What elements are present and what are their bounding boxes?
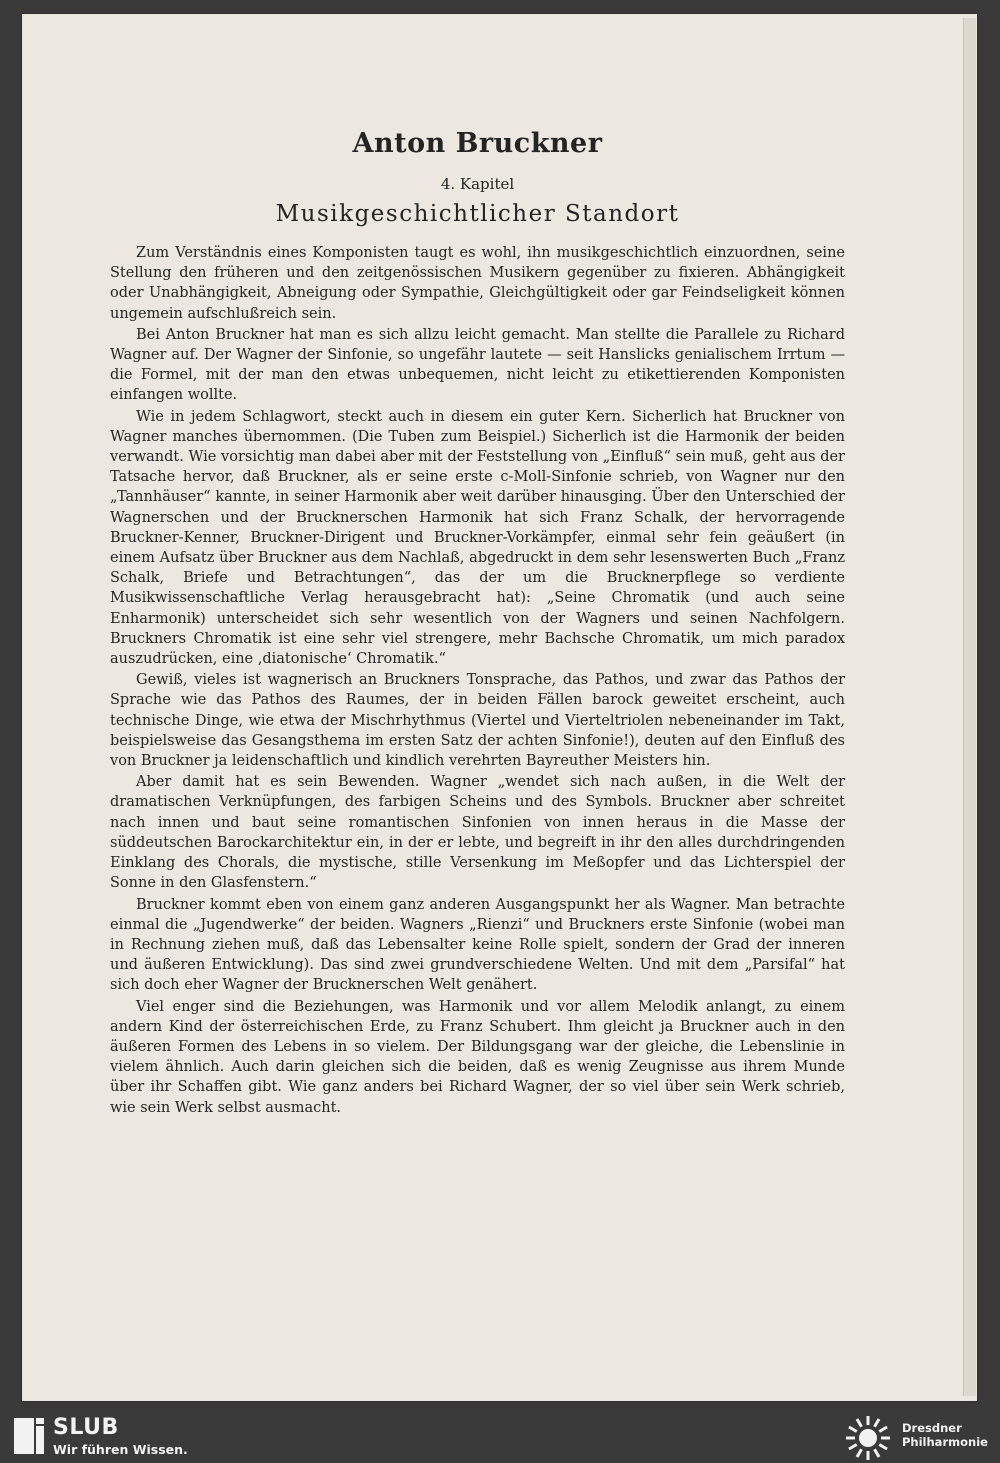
footer-bar <box>0 1412 1000 1463</box>
paragraph: Bei Anton Bruckner hat man es sich allzu leicht gemacht. Man stellte die Parallele zu Richard Wagner auf. Der Wagner der Sinfonie, so ungefähr lautete — seit Hanslicks genialischem Irrtum — die Formel, mit der man den etwas unbequemen, nicht leicht zu etikettierenden Komponisten einfangen wollte. <box>110 326 845 404</box>
chapter-label: 4. Kapitel <box>440 175 515 193</box>
philharmonie-logo-icon[interactable] <box>842 1414 894 1462</box>
paragraph: Zum Verständnis eines Komponisten taugt es wohl, ihn musikgeschichtlich einzuordnen, seine Stellung den früheren und den zeitgenössischen Musikern gegenüber zu fixieren. Abhängigkeit oder Unabhängigkeit, Abneigung oder Sympathie, Gleichgültigkeit oder gar Feindseligkeit können ungemein aufschlußreich sein. <box>110 245 845 322</box>
paragraph: Aber damit hat es sein Bewenden. Wagner „wendet sich nach außen, in die Welt der dramatischen Verknüpfungen, des farbigen Scheins und des Symbols. Bruckner aber schreitet nach innen und baut seine romantischen Sinfonien von innen heraus in die Masse der süddeutschen Barockarchitektur ein, in der er lebte, und begreift in ihr den alles durchdringenden Einklang des Chorals, die mystische, stille Versenkung im Meßopfer und das Lichterspiel der Sonne in den Glasfenstern.“ <box>110 774 845 892</box>
document-body <box>110 120 845 1119</box>
partner-name-line2: Philharmonie <box>902 1435 988 1449</box>
document-title: Anton Bruckner <box>352 128 603 159</box>
partner-name-line1: Dresdner <box>902 1421 962 1435</box>
paragraph: Viel enger sind die Beziehungen, was Harmonik und vor allem Melodik anlangt, zu einem andern Kind der österreichischen Erde, zu Franz Schubert. Ihm gleicht ja Bruckner auch in den äußeren Formen des Lebens in so vielem. Der Bildungsgang war der gleiche, die Lebenslinie in vielem ähnlich. Auch darin gleichen sich die beiden, daß es wenig Zeugnisse aus ihrem Munde über ihr Schaffen gibt. Wie ganz anders bei Richard Wagner, der so viel über sein Werk schrieb, wie sein Werk selbst ausmacht. <box>110 998 845 1116</box>
slub-logo-icon[interactable] <box>14 1418 44 1454</box>
partner-name[interactable] <box>902 1421 988 1449</box>
paragraph: Wie in jedem Schlagwort, steckt auch in diesem ein guter Kern. Sicherlich hat Bruckner von Wagner manches übernommen. (Die Tuben zum Beispiel.) Sicherlich ist die Harmonik der beiden verwandt. Wie vorsichtig man dabei aber mit der Feststellung von „Einfluß“ sein muß, geht aus der Tatsache hervor, daß Bruckner, als er seine erste c-Moll-Sinfonie schrieb, von Wagner nur den „Tannhäuser“ kannte, in seiner Harmonik aber weit darüber hinausging. Über den Unterschied der Wagnerschen und der Brucknerschen Harmonik hat sich Franz Schalk, der hervorragende Bruckner-Kenner, Bruckner-Dirigent und Bruckner-Vorkämpfer, einmal sehr fein geäußert (in einem Aufsatz über Bruckner aus dem Nachlaß, abgedruckt in dem sehr lesenswerten Buch „Franz Schalk, Briefe und Betrachtungen“, das der um die Brucknerpflege so verdiente Musikwissenschaftliche Verlag herausgebracht hat): „Seine Chromatik (und auch seine Enharmonik) unterscheidet sich sehr wesentlich von der Wagners und seinen Nachfolgern. Bruckners Chromatik ist eine sehr viel strengere, mehr Bachsche Chromatik, um mich paradox auszudrücken, eine ‚diatonische‘ Chromatik.“ <box>110 408 845 668</box>
page-edge <box>963 18 976 1396</box>
paragraph: Bruckner kommt eben von einem ganz anderen Ausgangspunkt her als Wagner. Man betrachte einmal die „Jugendwerke“ der beiden. Wagners „Rienzi“ und Bruckners erste Sinfonie (wobei man in Rechnung ziehen muß, daß das Lebensalter keine Rolle spielt, sondern der Grad der inneren und äußeren Entwicklung). Das sind zwei grundverschiedene Welten. Und mit dem „Parsifal“ hat sich doch eher Wagner der Brucknerschen Welt genähert. <box>110 896 845 994</box>
slub-name[interactable]: SLUB <box>53 1415 119 1440</box>
chapter-subtitle: Musikgeschichtlicher Standort <box>275 201 680 227</box>
slub-tagline: Wir führen Wissen. <box>53 1442 188 1457</box>
paragraph: Gewiß, vieles ist wagnerisch an Bruckners Tonsprache, das Pathos, und zwar das Pathos der Sprache wie das Pathos des Raumes, der in beiden Fällen barock geweitet erscheint, auch technische Dinge, wie etwa der Mischrhythmus (Viertel und Vierteltriolen nebeneinander im Takt, beispielsweise das Gesangsthema im ersten Satz der achten Sinfonie!), deuten auf den Einfluß des von Bruckner ja leidenschaftlich und kindlich verehrten Bayreuther Meisters hin. <box>110 672 845 770</box>
